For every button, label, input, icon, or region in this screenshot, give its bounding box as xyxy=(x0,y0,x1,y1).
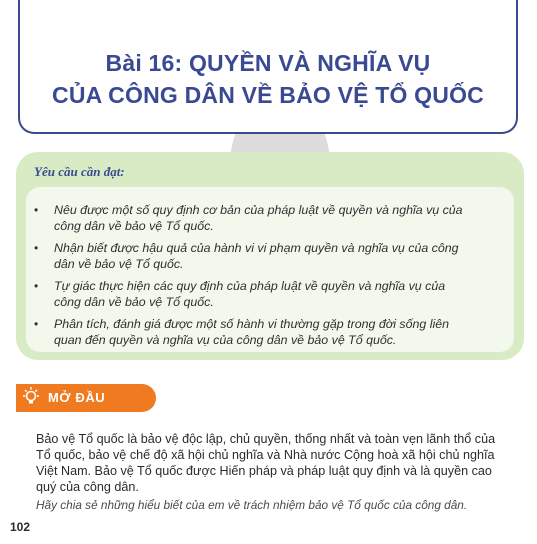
requirement-item-4-line-2: quan đến quyền và nghĩa vụ của công dân về bảo vệ Tổ quốc. xyxy=(54,333,397,347)
intro-line-1: Bảo vệ Tổ quốc là bảo vệ độc lập, chủ quyền, thống nhất và toàn vẹn lãnh thổ của xyxy=(36,432,496,446)
bullet-marker: • xyxy=(34,279,39,293)
requirement-item-1-line-1: Nêu được một số quy định cơ bản của pháp luật về quyền và nghĩa vụ của xyxy=(54,203,463,217)
requirement-item-1-line-2: công dân về bảo vệ Tổ quốc. xyxy=(54,219,214,233)
lesson-title-line-2: CỦA CÔNG DÂN VỀ BẢO VỆ TỔ QUỐC xyxy=(52,82,484,108)
bullet-marker: • xyxy=(34,203,39,217)
requirement-item-3 xyxy=(54,278,514,310)
bullet-marker: • xyxy=(34,241,39,255)
intro-line-4: quý của công dân. xyxy=(36,480,139,494)
page-number: 102 xyxy=(10,520,31,534)
requirement-item-4 xyxy=(54,316,514,348)
requirement-item-2 xyxy=(54,240,514,272)
bullet-marker: • xyxy=(34,317,39,331)
lesson-title-line-1: Bài 16: QUYỀN VÀ NGHĨA VỤ xyxy=(105,50,431,76)
lesson-title-box xyxy=(18,8,518,134)
requirement-item-4-line-1: Phân tích, đánh giá được một số hành vi thường gặp trong đời sống liên xyxy=(54,317,449,331)
requirement-item-3-line-1: Tự giác thực hiện các quy định của pháp luật về quyền và nghĩa vụ của xyxy=(54,279,446,293)
requirement-item-3-line-2: công dân về bảo vệ Tổ quốc. xyxy=(54,295,214,309)
requirement-item-2-line-2: dân về bảo vệ Tổ quốc. xyxy=(54,257,184,271)
intro-paragraph xyxy=(36,431,506,495)
requirement-item-2-line-1: Nhận biết được hậu quả của hành vi vi phạm quyền và nghĩa vụ của công xyxy=(54,241,459,255)
intro-line-2: Tổ quốc, bảo vệ chế độ xã hội chủ nghĩa và Nhà nước Cộng hoà xã hội chủ nghĩa xyxy=(36,448,495,462)
requirements-heading: Yêu cầu cần đạt: xyxy=(34,164,125,179)
intro-section-title: MỞ ĐẦU xyxy=(48,390,106,405)
intro-question: Hãy chia sẻ những hiểu biết của em về trách nhiệm bảo vệ Tổ quốc của công dân. xyxy=(36,498,468,512)
requirement-item-1 xyxy=(54,202,514,234)
lightbulb-icon xyxy=(20,386,42,408)
intro-line-3: Việt Nam. Bảo vệ Tổ quốc được Hiến pháp và pháp luật quy định và là quyền cao xyxy=(36,464,492,478)
